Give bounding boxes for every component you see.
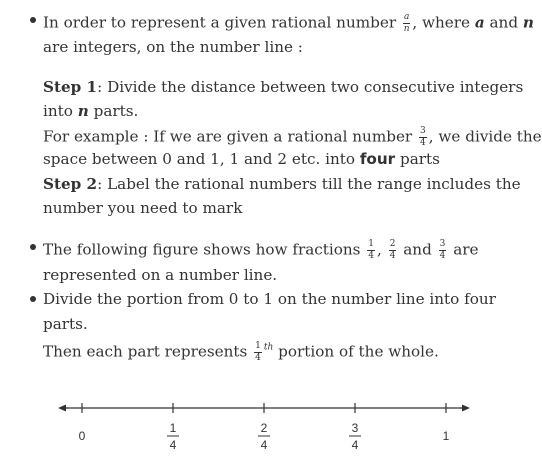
svg-text:4: 4 [169, 438, 177, 452]
svg-text:2: 2 [260, 421, 268, 435]
step2-label: Step 2 [43, 175, 98, 193]
step1-example: For example : If we are given a rational number $\frac{3}{4}$ , we divide the [43, 126, 542, 148]
bullet-dot [30, 244, 36, 250]
label-0: 0 [78, 429, 86, 443]
step1-line2: into n parts. [43, 102, 139, 120]
arrow-left-icon [58, 405, 66, 412]
arrow-right-icon [462, 405, 470, 412]
step1-line4: space between 0 and 1, 1 and 2 etc. into four parts [43, 150, 440, 168]
svg-text:3: 3 [351, 421, 359, 435]
bullet1-text: In order to represent a given rational number [43, 13, 397, 32]
bullet-dot [30, 17, 36, 23]
label-1: 1 [442, 429, 450, 443]
fraction-3-over-4: $\frac{3}{4}$ [420, 126, 426, 148]
bullet3-line1: Divide the portion from 0 to 1 on the number line into four [43, 290, 496, 308]
svg-text:4: 4 [351, 438, 359, 452]
label-1-4 [167, 421, 179, 452]
bullet2-line2: represented on a number line. [43, 266, 278, 284]
bullet1-line1: In order to represent a given rational number $\frac{a}{n}$ , where a and n [43, 12, 534, 34]
svg-text:4: 4 [260, 438, 268, 452]
fraction-1-over-4: $\frac{1}{4}$ [368, 239, 375, 261]
bullet3-line2: parts. [43, 315, 88, 333]
bullet1-line2: are integers, on the number line : [43, 38, 303, 56]
fraction-1-over-4: $\frac{1}{4}$ [255, 341, 261, 363]
fraction-3-over-4: $\frac{3}{4}$ [439, 239, 446, 261]
number-line-figure [0, 378, 505, 461]
step2-line2: number you need to mark [43, 199, 243, 217]
bullet-dot [30, 296, 36, 302]
label-2-4 [258, 421, 270, 452]
bullet2-line1: The following figure shows how fractions $\frac{1}{4}$ , $\frac{2}{4}$ and $\frac{3}{4}$ are [43, 239, 479, 261]
step1-line1: Step 1: Divide the distance between two consecutive integers [43, 78, 524, 96]
step2-line1: Step 2: Label the rational numbers till the range includes the [43, 175, 521, 193]
bullet3-line3: Then each part represents $\frac{1}{4}$ $^{th}$ portion of the whole. [43, 341, 439, 363]
fraction-2-over-4: $\frac{2}{4}$ [389, 239, 396, 261]
step1-label: Step 1 [43, 78, 98, 96]
svg-text:1: 1 [169, 421, 177, 435]
label-3-4 [349, 421, 361, 452]
fraction-a-over-n: $\frac{a}{n}$ [403, 12, 410, 34]
